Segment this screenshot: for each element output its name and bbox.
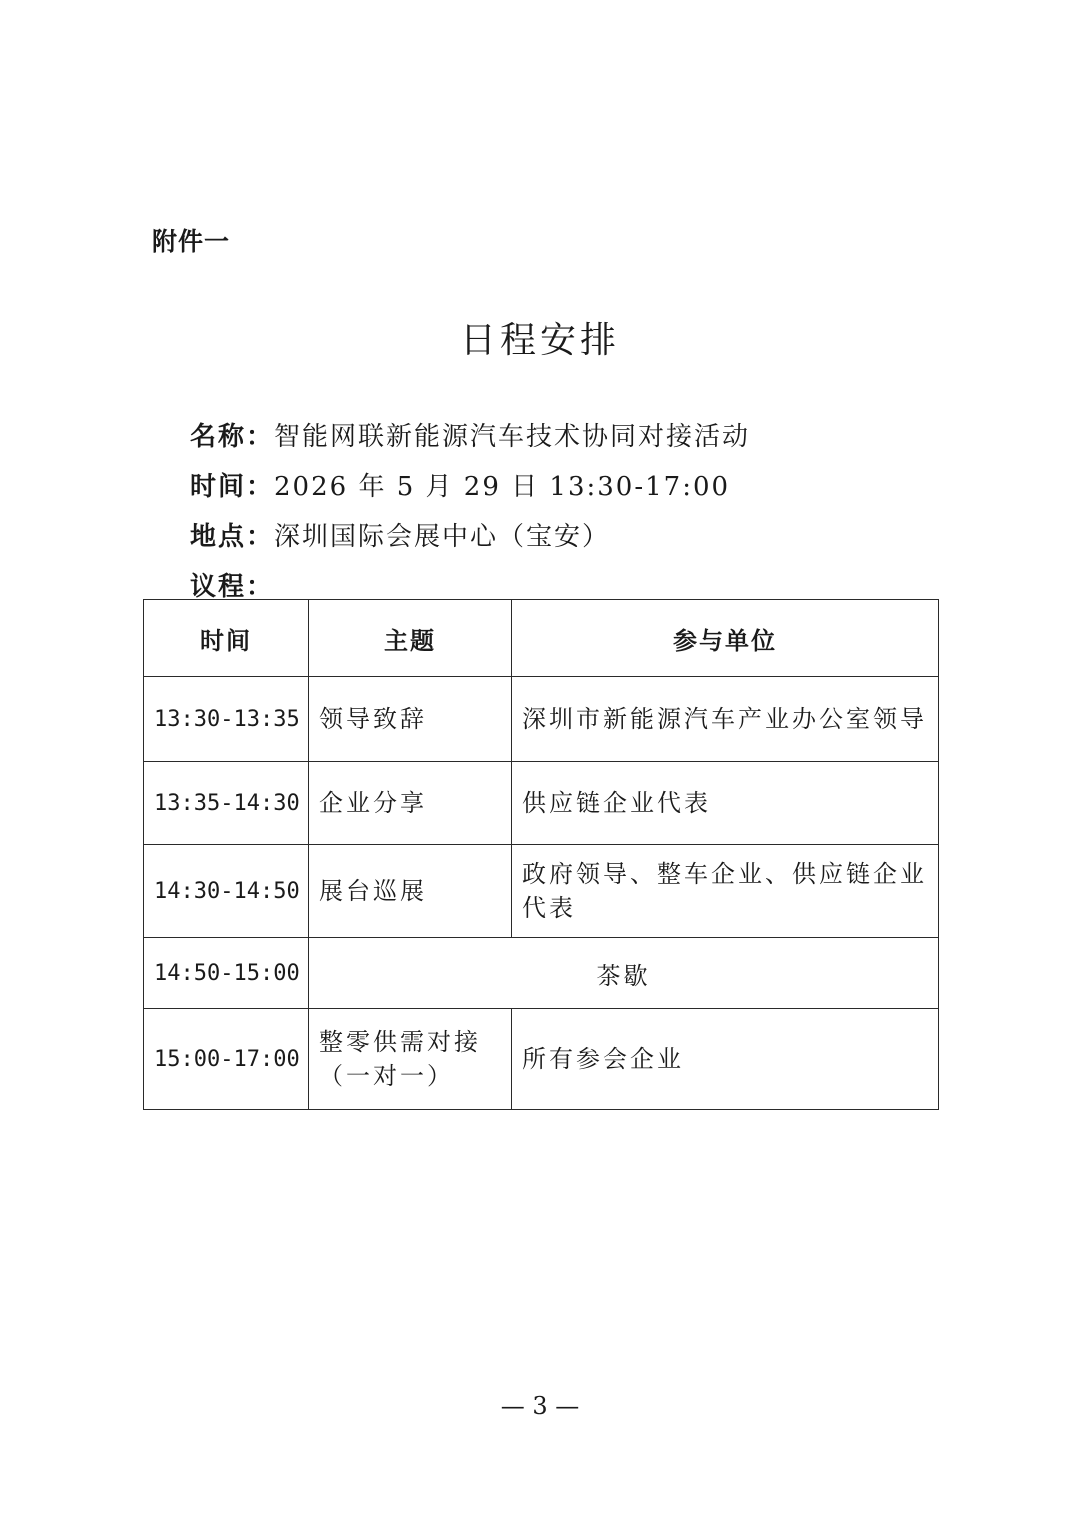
page-title: 日程安排: [459, 320, 620, 361]
agenda-label: 议程：: [190, 572, 275, 602]
event-name-line: [190, 416, 750, 453]
row-topic: 整零供需对接（一对一）: [309, 1009, 512, 1110]
page-number: — 3 —: [500, 1392, 580, 1420]
agenda-heading: [190, 566, 274, 603]
row-participants: 深圳市新能源汽车产业办公室领导: [512, 677, 939, 762]
header-participants: 参与单位: [512, 600, 939, 677]
event-place-label: 地点：: [190, 522, 275, 552]
schedule-table: [143, 599, 939, 1110]
header-topic: 主题: [309, 600, 512, 677]
row-time: 14:50-15:00: [144, 938, 309, 1009]
event-name-value: 智能网联新能源汽车技术协同对接活动: [274, 422, 751, 452]
row-participants: 供应链企业代表: [512, 762, 939, 845]
row-topic: 企业分享: [309, 762, 512, 845]
attachment-label: 附件一: [152, 227, 231, 256]
table-row: [144, 845, 939, 938]
row-participants: 政府领导、整车企业、供应链企业代表: [512, 845, 939, 938]
row-participants: 所有参会企业: [512, 1009, 939, 1110]
header-time: 时间: [144, 600, 309, 677]
event-name-label: 名称：: [190, 422, 275, 452]
row-time: 14:30-14:50: [144, 845, 309, 938]
event-time-line: [190, 466, 730, 503]
row-time: 15:00-17:00: [144, 1009, 309, 1110]
table-header-row: [144, 600, 939, 677]
event-place-value: 深圳国际会展中心（宝安）: [274, 522, 611, 552]
row-topic: 领导致辞: [309, 677, 512, 762]
event-place-line: [190, 516, 610, 553]
event-time-label: 时间：: [190, 472, 275, 502]
event-time-value: 2026 年 5 月 29 日 13:30-17:00: [274, 472, 731, 502]
table-row: [144, 677, 939, 762]
table-row: [144, 1009, 939, 1110]
row-time: 13:30-13:35: [144, 677, 309, 762]
table-row: [144, 762, 939, 845]
table-row: [144, 938, 939, 1009]
row-time: 13:35-14:30: [144, 762, 309, 845]
row-break: 茶歇: [309, 938, 939, 1009]
row-topic: 展台巡展: [309, 845, 512, 938]
